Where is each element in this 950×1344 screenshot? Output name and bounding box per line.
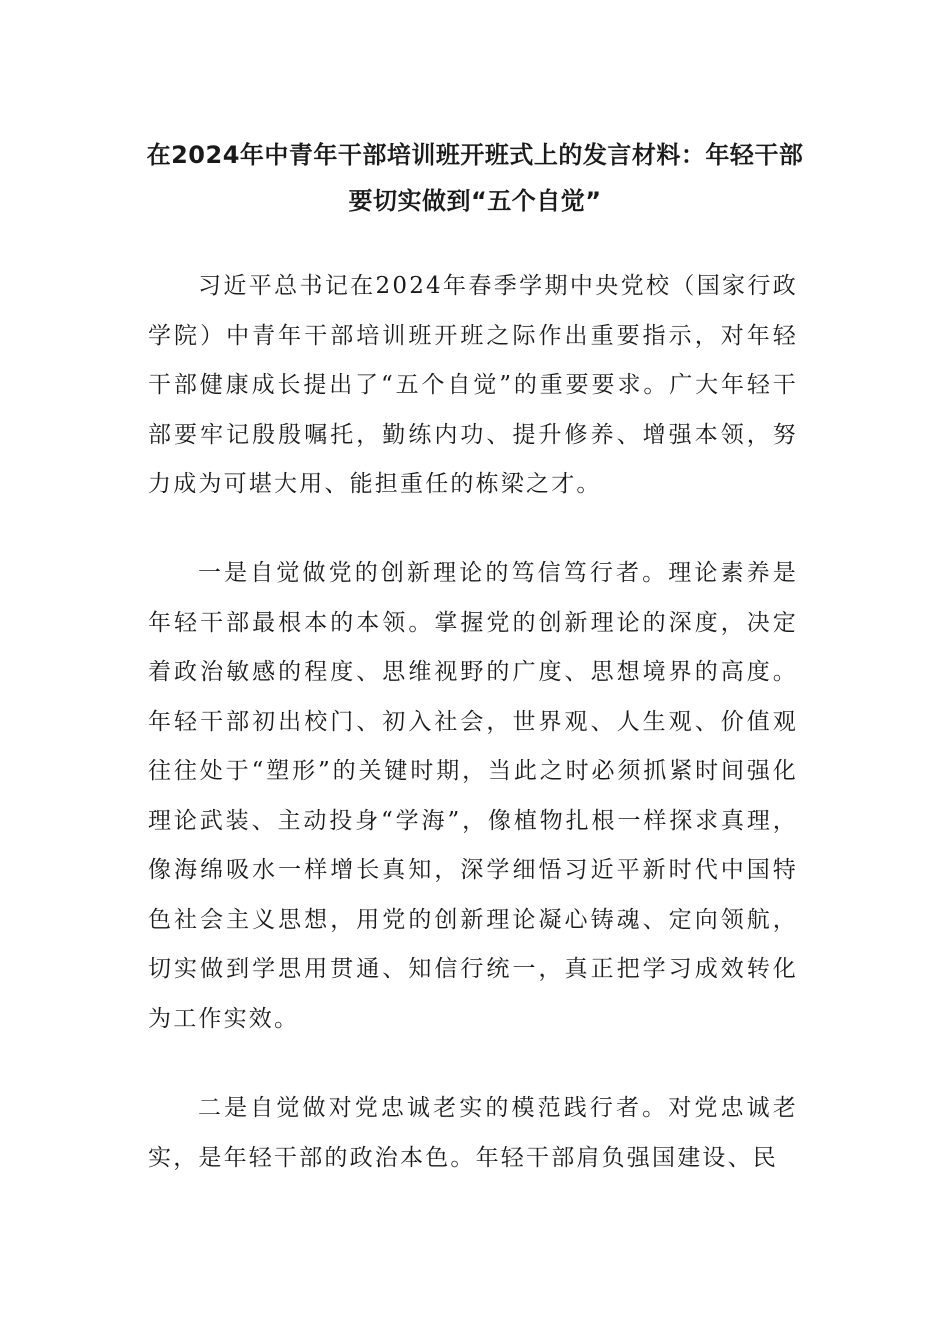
paragraph-point-one: 一是自觉做党的创新理论的笃信笃行者。理论素养是年轻干部最根本的本领。掌握党的创新理论的深度，决定着政治敏感的程度、思维视野的广度、思想境界的高度。年轻干部初出校门、初入社会，世界观、人生观、价值观往往处于“塑形”的关键时期，当此之时必须抓紧时间强化理论武装、主动投身“学海”，像植物扎根一样探求真理，像海绵吸水一样增长真知，深学细悟习近平新时代中国特色社会主义思想，用党的创新理论凝心铸魂、定向领航，切实做到学思用贯通、知信行统一，真正把学习成效转化为工作实效。: [148, 560, 798, 1032]
paragraph-intro: 习近平总书记在2024年春季学期中央党校（国家行政学院）中青年干部培训班开班之际作出重要指示，对年轻干部健康成长提出了“五个自觉”的重要要求。广大年轻干部要牢记殷殷嘱托，勤练内功、提升修养、增强本领，努力成为可堪大用、能担重任的栋梁之才。: [148, 273, 798, 497]
paragraph-point-two: 二是自觉做对党忠诚老实的模范践行者。对党忠诚老实，是年轻干部的政治本色。年轻干部肩负强国建设、民: [148, 1095, 798, 1171]
document-title: 在2024年中青年干部培训班开班式上的发言材料：年轻干部要切实做到“五个自觉”: [146, 141, 804, 215]
